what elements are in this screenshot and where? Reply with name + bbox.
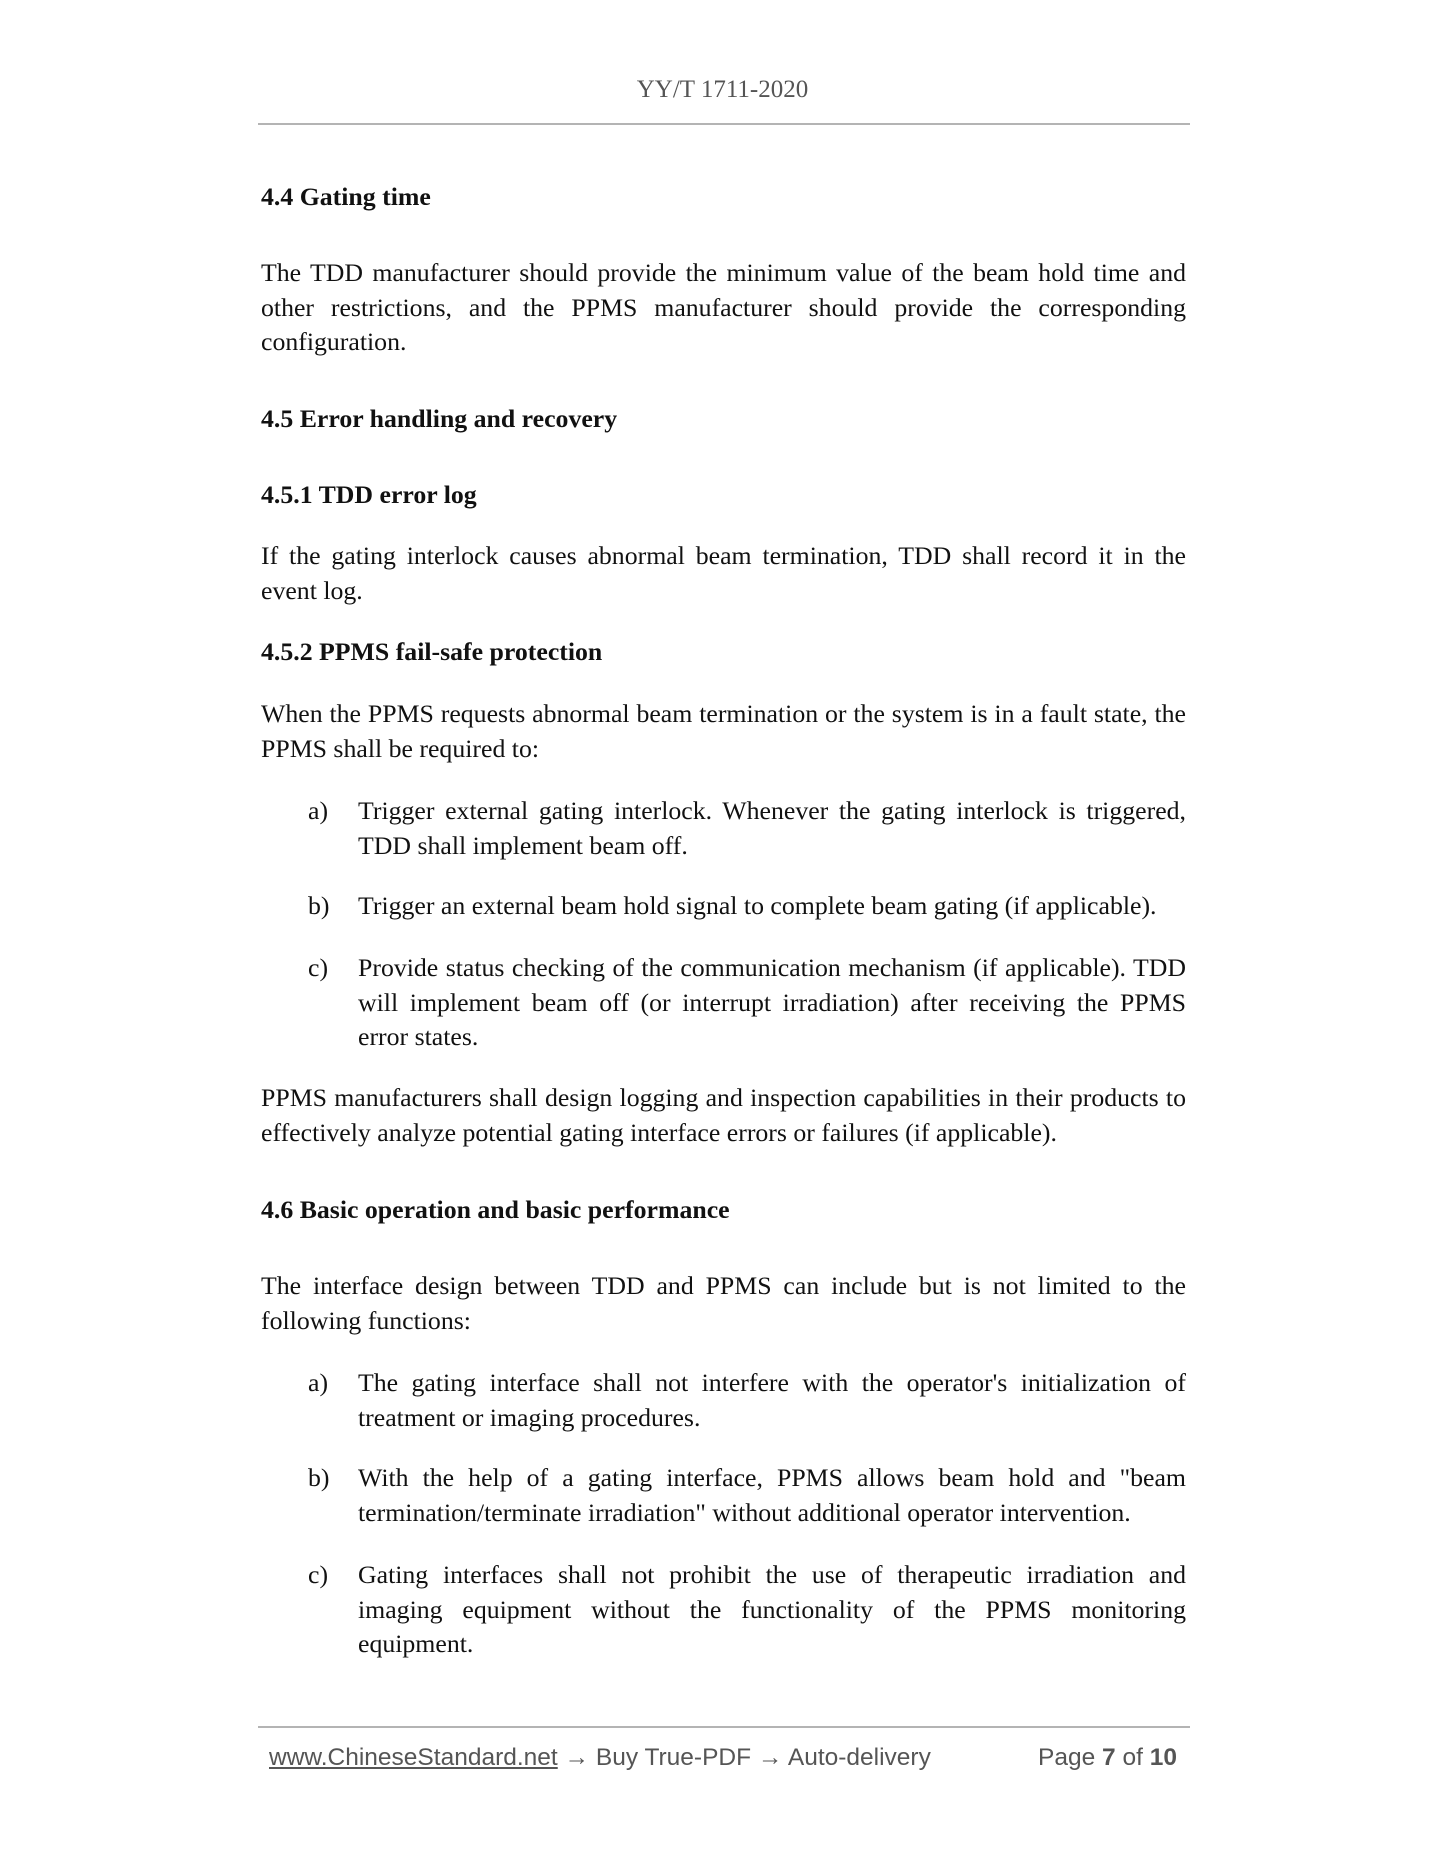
page-indicator <box>1038 1744 1177 1772</box>
footer-divider <box>258 1726 1190 1728</box>
buy-true-pdf-text: Buy True-PDF <box>595 1744 752 1771</box>
paragraph-4-4: The TDD manufacturer should provide the minimum value of the beam hold time and other restrictions, and the PPMS manufacturer should provide the corresponding configuration. <box>261 258 1186 357</box>
header-divider <box>258 123 1190 125</box>
heading-4-5-2: 4.5.2 PPMS fail-safe protection <box>261 637 603 666</box>
footer-promo <box>269 1744 931 1772</box>
list-label: b) <box>308 1463 330 1492</box>
list-text: With the help of a gating interface, PPMS allows beam hold and "beam termination/terminate irradiation" without additional operator intervention. <box>358 1463 1186 1527</box>
arrow-right-icon: → <box>757 1744 783 1771</box>
chinesestandard-link[interactable]: www.ChineseStandard.net <box>269 1744 558 1771</box>
heading-4-5: 4.5 Error handling and recovery <box>261 404 618 433</box>
auto-delivery-text: Auto-delivery <box>787 1744 931 1771</box>
heading-4-5-1: 4.5.1 TDD error log <box>261 480 477 509</box>
paragraph-4-5-2-logging: PPMS manufacturers shall design logging and inspection capabilities in their products to effectively analyze potential gating interface errors or failures (if applicable). <box>261 1083 1186 1147</box>
heading-4-6: 4.6 Basic operation and basic performance <box>261 1195 730 1224</box>
list-text: Trigger an external beam hold signal to complete beam gating (if applicable). <box>358 891 1157 920</box>
list-text: Trigger external gating interlock. Whenever the gating interlock is triggered, TDD shall implement beam off. <box>358 796 1186 860</box>
list-text: Gating interfaces shall not prohibit the use of therapeutic irradiation and imaging equipment without the functionality of the PPMS monitoring equipment. <box>358 1560 1186 1659</box>
heading-4-4: 4.4 Gating time <box>261 182 431 211</box>
total-pages: 10 <box>1149 1744 1177 1771</box>
paragraph-4-5-2: When the PPMS requests abnormal beam termination or the system is in a fault state, the PPMS shall be required to: <box>261 699 1186 763</box>
list-text: The gating interface shall not interfere with the operator's initialization of treatment or imaging procedures. <box>358 1368 1186 1432</box>
paragraph-4-6: The interface design between TDD and PPMS can include but is not limited to the following functions: <box>261 1271 1186 1335</box>
list-label: b) <box>308 891 330 920</box>
list-label: a) <box>308 796 329 825</box>
of-label: of <box>1122 1744 1143 1771</box>
document-id-header: YY/T 1711-2020 <box>636 76 809 103</box>
list-label: c) <box>308 1560 329 1589</box>
paragraph-4-5-1: If the gating interlock causes abnormal beam termination, TDD shall record it in the event log. <box>261 541 1186 605</box>
list-label: c) <box>308 953 329 982</box>
arrow-right-icon: → <box>564 1744 590 1771</box>
current-page: 7 <box>1102 1744 1116 1771</box>
list-text: Provide status checking of the communication mechanism (if applicable). TDD will implement beam off (or interrupt irradiation) after receiving the PPMS error states. <box>358 953 1186 1052</box>
page-label: Page <box>1038 1744 1096 1771</box>
list-label: a) <box>308 1368 329 1397</box>
